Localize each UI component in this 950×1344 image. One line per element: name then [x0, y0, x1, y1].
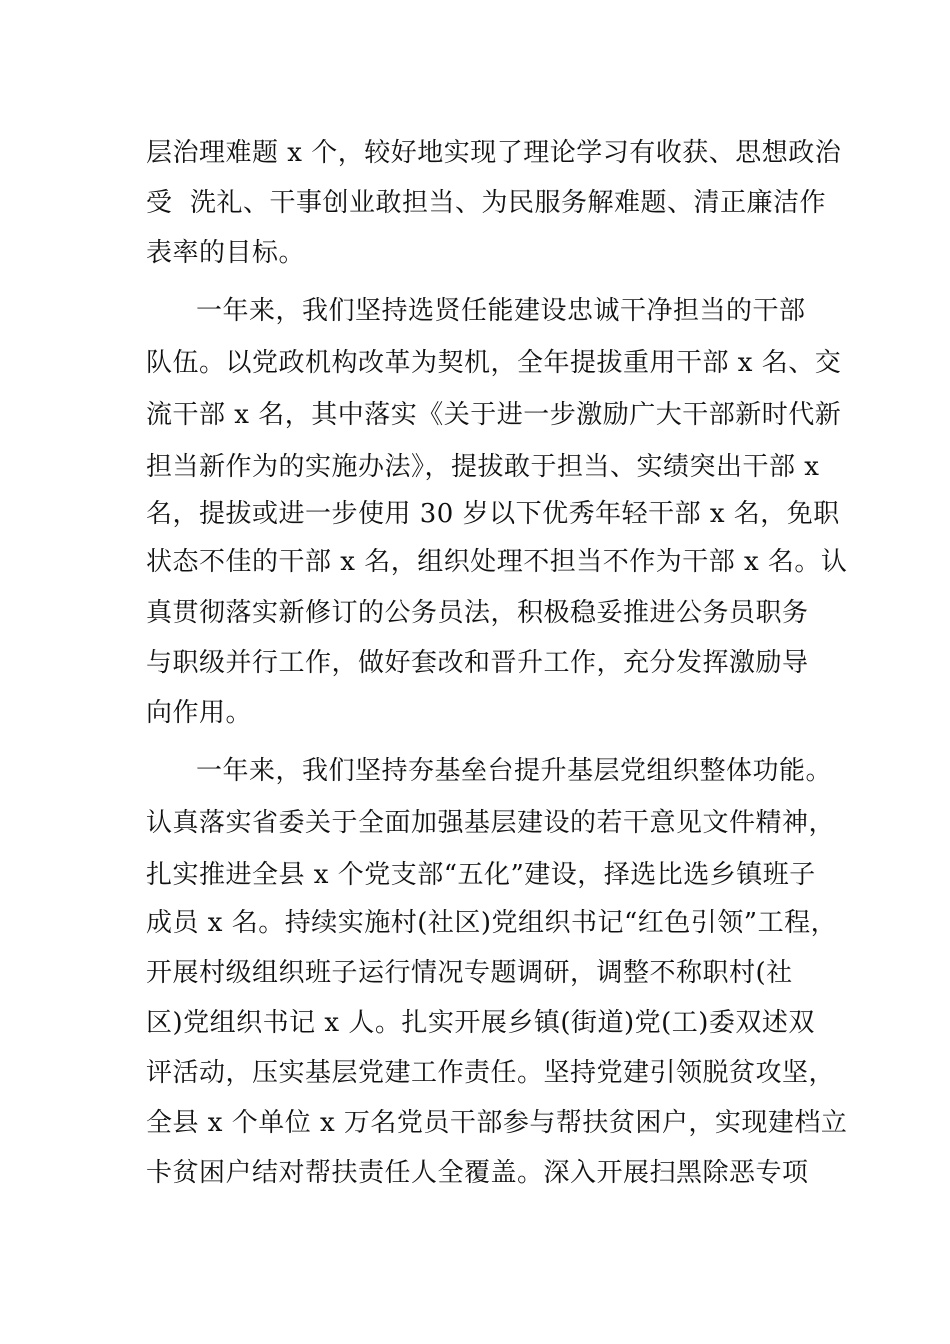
text-line: 表率的目标。 — [146, 238, 306, 268]
text-line: 扎实推进全县 x 个党支部“五化”建设，择选比选乡镇班子 — [146, 860, 816, 890]
text-line: 向作用。 — [146, 698, 253, 728]
text-line: 区)党组织书记 x 人。扎实开展乡镇(街道)党(工)委双述双 — [146, 1008, 815, 1038]
text-line: 流干部 x 名，其中落实《关于进一步激励广大干部新时代新 — [146, 400, 842, 430]
text-line: 受 洗礼、干事创业敢担当、为民服务解难题、清正廉洁作 — [146, 188, 827, 218]
text-line: 全县 x 个单位 x 万名党员干部参与帮扶贫困户，实现建档立 — [146, 1108, 848, 1138]
text-line: 认真落实省委关于全面加强基层建设的若干意见文件精神， — [146, 808, 836, 838]
text-line: 真贯彻落实新修订的公务员法，积极稳妥推进公务员职务 — [146, 598, 809, 628]
text-line: 成员 x 名。持续实施村(社区)党组织书记“红色引领”工程， — [146, 908, 838, 938]
text-line: 层治理难题 x 个，较好地实现了理论学习有收获、思想政治 — [146, 138, 842, 168]
paragraph-first-line: 一年来，我们坚持选贤任能建设忠诚干净担当的干部 — [196, 296, 806, 326]
text-line: 卡贫困户结对帮扶责任人全覆盖。深入开展扫黑除恶专项 — [146, 1158, 809, 1188]
text-line: 名，提拔或进一步使用 30 岁以下优秀年轻干部 x 名，免职 — [146, 499, 840, 529]
text-line: 开展村级组织班子运行情况专题调研，调整不称职村(社 — [146, 958, 793, 988]
text-line: 状态不佳的干部 x 名，组织处理不担当不作为干部 x 名。认 — [146, 547, 848, 577]
paragraph-first-line: 一年来，我们坚持夯基垒台提升基层党组织整体功能。 — [196, 756, 833, 786]
text-line: 担当新作为的实施办法》，提拔敢于担当、实绩突出干部 x — [146, 452, 820, 482]
text-line: 队伍。以党政机构改革为契机，全年提拔重用干部 x 名、交 — [146, 348, 842, 378]
text-line: 评活动，压实基层党建工作责任。坚持党建引领脱贫攻坚， — [146, 1058, 836, 1088]
text-line: 与职级并行工作，做好套改和晋升工作，充分发挥激励导 — [146, 648, 809, 678]
